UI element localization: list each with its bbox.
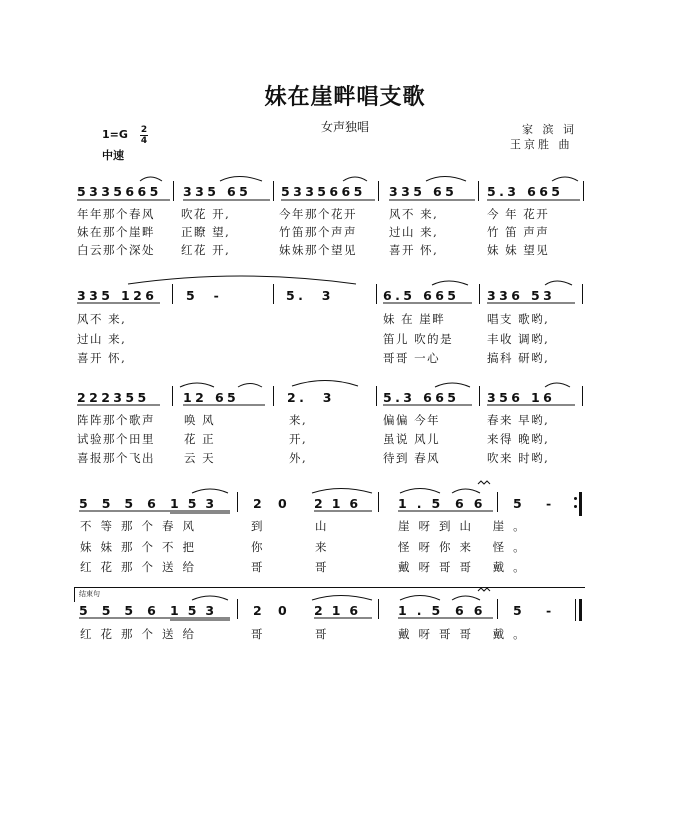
key-signature: 1=G — [102, 128, 128, 141]
lyric: 妹妹那个不把 — [80, 540, 203, 554]
lyric: 哥 — [315, 627, 336, 641]
measure-notes: 5 - — [513, 603, 562, 618]
measure-notes: 2 0 — [253, 496, 293, 511]
lyric: 妹 妹 望见 — [487, 243, 550, 257]
measure-notes: 66 — [455, 496, 493, 511]
song-title: 妹在崖畔唱支歌 — [264, 84, 426, 110]
lyric: 哥 — [251, 627, 272, 641]
measure-notes: 66 — [455, 603, 493, 618]
lyric: 白云那个深处 — [77, 243, 155, 257]
measure-notes: 5556 — [79, 603, 170, 618]
lyric: 喜报那个飞出 — [77, 451, 155, 465]
lyric: 花 正 — [184, 432, 216, 446]
lyric: 不等那个春风 — [80, 519, 203, 533]
measure-notes: 153 — [170, 603, 224, 618]
lyric: 哥 — [251, 560, 272, 574]
measure-notes: 1.5 — [398, 496, 451, 511]
lyric: 云 天 — [184, 451, 216, 465]
lyric: 戴呀哥哥 戴。 — [398, 560, 534, 574]
measure-notes: 335 65 — [389, 184, 458, 199]
lyric: 笛儿 吹的是 — [383, 332, 454, 346]
lyric: 唱支 歌哟, — [487, 312, 550, 326]
lyric: 红花那个送给 — [80, 560, 203, 574]
measure-notes: 5.3 665 — [383, 390, 460, 405]
lyric: 风不 来, — [389, 207, 439, 221]
lyric: 过山 来, — [389, 225, 439, 239]
tempo-marking: 中速 — [102, 149, 124, 162]
lyric: 竹笛那个声声 — [279, 225, 357, 239]
lyric: 偏偏 今年 — [383, 413, 441, 427]
lyric: 待到 春风 — [383, 451, 441, 465]
measure-notes: 222355 — [77, 390, 150, 405]
lyric: 山 — [315, 519, 336, 533]
lyric: 怪呀你来 怪。 — [398, 540, 534, 554]
lyric: 阵阵那个歌声 — [77, 413, 155, 427]
measure-notes: 2 0 — [253, 603, 293, 618]
lyric: 正瞭 望, — [181, 225, 231, 239]
measure-notes: 5.3 665 — [487, 184, 564, 199]
lyric: 今年那个花开 — [279, 207, 357, 221]
lyric: 崖呀到山 崖。 — [398, 519, 534, 533]
lyric: 开, — [289, 432, 308, 446]
measure-notes: 5556 — [79, 496, 170, 511]
lyric: 到 — [251, 519, 272, 533]
measure-notes: 5335665 — [77, 184, 162, 199]
lyric: 吹来 时哟, — [487, 451, 550, 465]
lyric: 唤 风 — [184, 413, 216, 427]
lyric: 哥 — [315, 560, 336, 574]
lyric: 妹 在 崖畔 — [383, 312, 446, 326]
lyric: 戴呀哥哥 戴。 — [398, 627, 534, 641]
lyric: 春来 早哟, — [487, 413, 550, 427]
lyric: 试验那个田里 — [77, 432, 155, 446]
lyric: 妹妹那个望见 — [279, 243, 357, 257]
lyric: 喜开 怀, — [77, 351, 127, 365]
lyric: 竹 笛 声声 — [487, 225, 550, 239]
measure-notes: 216 — [314, 603, 368, 618]
lyric: 红花 开, — [181, 243, 231, 257]
lyric: 你 — [251, 540, 272, 554]
measure-notes: 5335665 — [281, 184, 366, 199]
lyric: 外, — [289, 451, 308, 465]
measure-notes: 335 65 — [183, 184, 252, 199]
measure-notes: 1.5 — [398, 603, 451, 618]
measure-notes: 12 65 — [183, 390, 240, 405]
measure-notes: 216 — [314, 496, 368, 511]
measure-notes: 5. 3 — [286, 288, 334, 303]
ending-label: 结束句 — [79, 590, 100, 598]
lyric: 过山 来, — [77, 332, 127, 346]
measure-notes: 356 16 — [487, 390, 556, 405]
lyric: 来得 晚哟, — [487, 432, 550, 446]
measure-notes: 336 53 — [487, 288, 556, 303]
meter-bottom: 4 — [140, 136, 148, 146]
lyric: 今 年 花开 — [487, 207, 550, 221]
composer-credit: 王京胜 曲 — [510, 138, 573, 151]
lyric: 妹在那个崖畔 — [77, 225, 155, 239]
meter-top: 2 — [140, 125, 148, 135]
measure-notes: 5 - — [186, 288, 223, 303]
performance-type: 女声独唱 — [320, 120, 369, 134]
lyric: 来 — [315, 540, 336, 554]
measure-notes: 2. 3 — [287, 390, 335, 405]
lyric: 风不 来, — [77, 312, 127, 326]
lyric: 搞科 研哟, — [487, 351, 550, 365]
lyric: 虽说 风儿 — [383, 432, 441, 446]
lyric: 喜开 怀, — [389, 243, 439, 257]
lyric: 丰收 调哟, — [487, 332, 550, 346]
lyric: 吹花 开, — [181, 207, 231, 221]
measure-notes: 335 126 — [77, 288, 158, 303]
lyric: 来, — [289, 413, 308, 427]
measure-notes: 6.5 665 — [383, 288, 460, 303]
measure-notes: 153 — [170, 496, 224, 511]
lyric: 红花那个送给 — [80, 627, 203, 641]
lyric: 年年那个春风 — [77, 207, 155, 221]
lyricist-credit: 家 滨 词 — [522, 123, 577, 136]
measure-notes: 5 - — [513, 496, 562, 511]
lyric: 哥哥 一心 — [383, 351, 441, 365]
